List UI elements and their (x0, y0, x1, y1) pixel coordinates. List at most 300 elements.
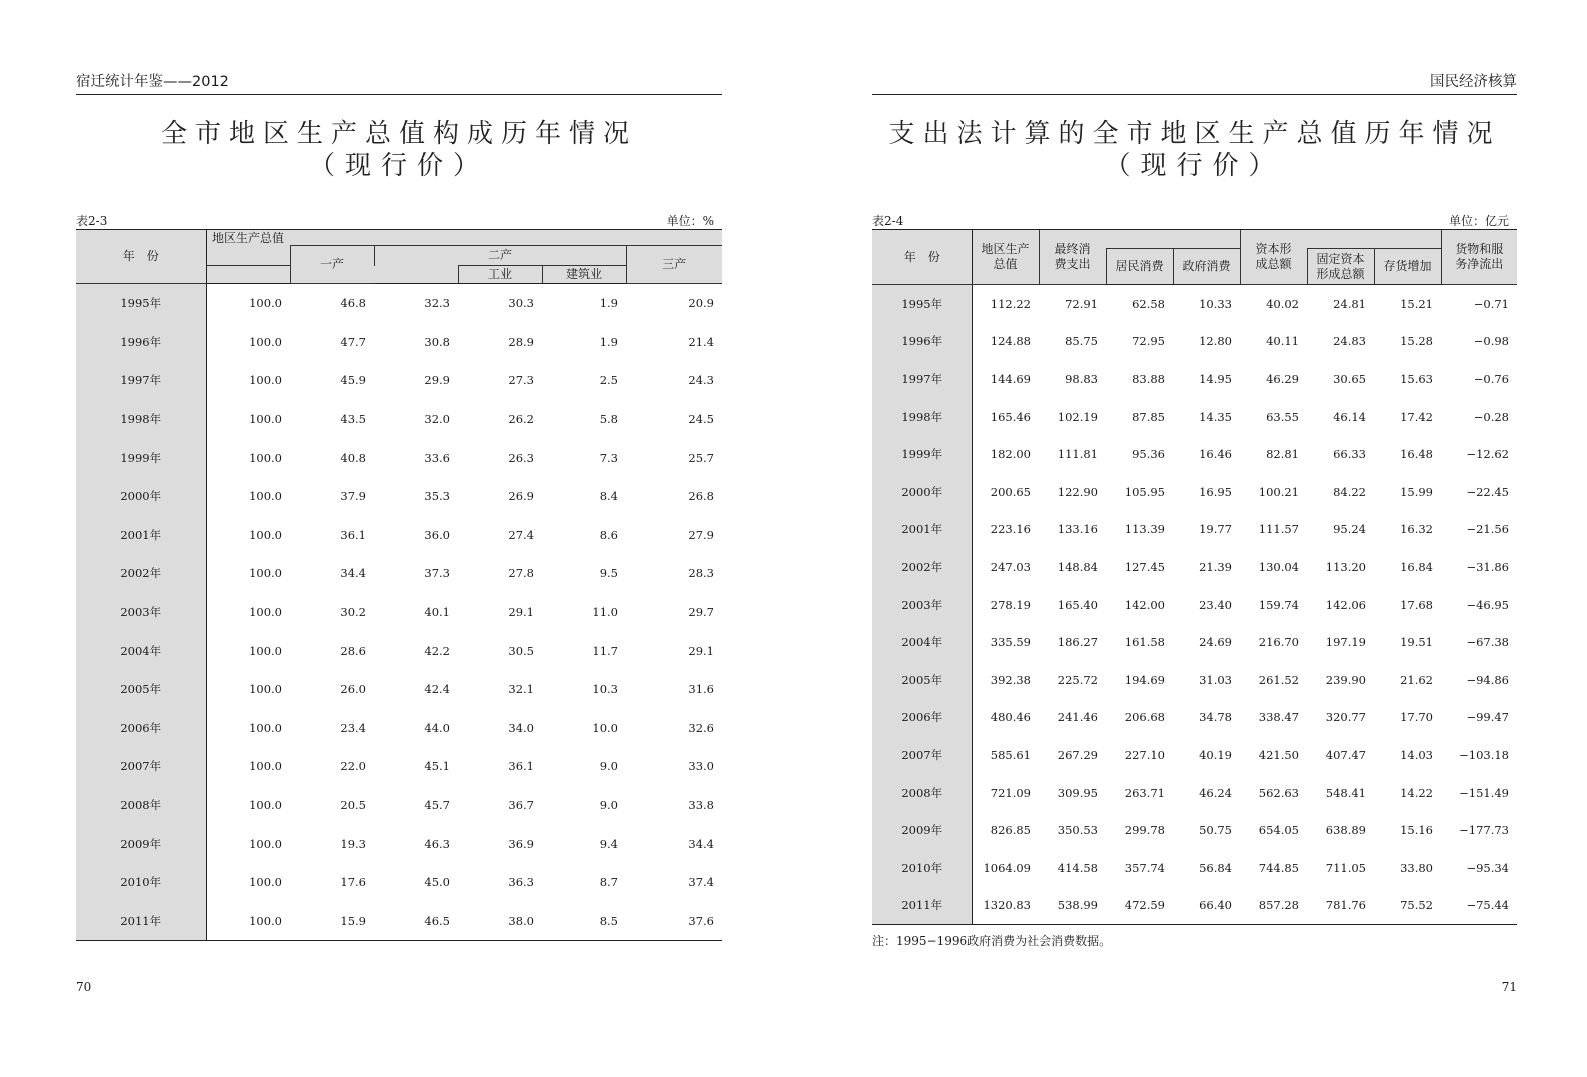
value-cell: 100.0 (249, 836, 282, 851)
value-cell: 47.7 (340, 334, 366, 349)
table-row (872, 511, 1517, 549)
value-cell: 17.68 (1400, 597, 1433, 612)
table-row (872, 699, 1517, 737)
table-row (872, 623, 1517, 661)
table-unit: 单位：% (666, 214, 714, 228)
value-cell: 102.19 (1057, 409, 1098, 424)
header-inventory: 存货增加 (1374, 249, 1441, 285)
page-title (872, 118, 1517, 182)
year-cell: 2000年 (872, 473, 972, 511)
year-cell: 1997年 (872, 360, 972, 398)
value-cell: −177.73 (1459, 823, 1509, 838)
value-cell: 50.75 (1199, 823, 1232, 838)
gdp-expenditure-table (872, 229, 1517, 925)
table-row (76, 670, 722, 709)
table-row (76, 477, 722, 516)
value-cell: 33.80 (1400, 860, 1433, 875)
value-cell: 15.16 (1400, 823, 1433, 838)
value-cell: 32.6 (688, 720, 714, 735)
value-cell: 11.7 (592, 643, 618, 658)
value-cell: 5.8 (599, 412, 618, 427)
value-cell: −94.86 (1466, 672, 1509, 687)
value-cell: 95.36 (1132, 447, 1165, 462)
value-cell: 14.95 (1199, 371, 1232, 386)
value-cell: 22.0 (340, 759, 366, 774)
value-cell: 100.0 (249, 566, 282, 581)
value-cell: 66.33 (1333, 447, 1366, 462)
year-cell: 2000年 (76, 477, 206, 516)
value-cell: 148.84 (1057, 559, 1098, 574)
value-cell: 261.52 (1258, 672, 1299, 687)
value-cell: 31.03 (1199, 672, 1232, 687)
value-cell: 472.59 (1106, 887, 1173, 925)
value-cell: 62.58 (1132, 296, 1165, 311)
value-cell: −0.71 (1473, 296, 1509, 311)
value-cell: 29.1 (508, 605, 534, 620)
value-cell: 32.3 (424, 296, 450, 311)
value-cell: 100.0 (249, 759, 282, 774)
value-cell: 654.05 (1258, 823, 1299, 838)
header-spacer (290, 230, 722, 246)
table-row (76, 863, 722, 902)
value-cell: 335.59 (990, 635, 1031, 650)
page-number: 71 (1501, 980, 1517, 994)
value-cell: 36.1 (508, 759, 534, 774)
value-cell: 24.69 (1199, 635, 1232, 650)
value-cell: 17.42 (1400, 409, 1433, 424)
table-row (872, 811, 1517, 849)
value-cell: 36.7 (508, 798, 534, 813)
table-row (872, 435, 1517, 473)
header-secondary: 二产 (374, 246, 626, 266)
value-cell: 267.29 (1057, 747, 1098, 762)
value-cell: 36.1 (340, 527, 366, 542)
value-cell: 37.4 (688, 875, 714, 890)
value-cell: 9.0 (599, 798, 618, 813)
value-cell: −12.62 (1466, 447, 1509, 462)
table-row (872, 323, 1517, 361)
value-cell: 338.47 (1258, 710, 1299, 725)
value-cell: 194.69 (1124, 672, 1165, 687)
value-cell: 24.5 (688, 412, 714, 427)
year-cell: 1995年 (872, 285, 972, 323)
value-cell: −0.98 (1473, 334, 1509, 349)
value-cell: 100.0 (206, 902, 290, 941)
table-number: 表2-4 (872, 214, 904, 228)
year-cell: 2001年 (76, 516, 206, 555)
value-cell: −75.44 (1441, 887, 1517, 925)
value-cell: 23.4 (340, 720, 366, 735)
value-cell: 42.4 (424, 682, 450, 697)
table-row (872, 360, 1517, 398)
value-cell: 112.22 (990, 296, 1031, 311)
table-row (872, 398, 1517, 436)
value-cell: 186.27 (1057, 635, 1098, 650)
running-head (76, 70, 722, 95)
year-cell: 2005年 (76, 670, 206, 709)
value-cell: −67.38 (1466, 635, 1509, 650)
value-cell: 721.09 (990, 785, 1031, 800)
value-cell: 30.3 (508, 296, 534, 311)
table-row (76, 516, 722, 555)
value-cell: 45.0 (424, 875, 450, 890)
value-cell: 30.5 (508, 643, 534, 658)
gdp-composition-table (76, 229, 722, 941)
value-cell: −0.28 (1473, 409, 1509, 424)
year-cell: 2011年 (76, 902, 206, 941)
table-row (76, 554, 722, 593)
value-cell: 15.63 (1400, 371, 1433, 386)
value-cell: 35.3 (424, 489, 450, 504)
value-cell: 63.55 (1266, 409, 1299, 424)
table-meta (872, 212, 1517, 228)
value-cell: 26.0 (340, 682, 366, 697)
value-cell: 9.5 (599, 566, 618, 581)
value-cell: 33.0 (688, 759, 714, 774)
running-head (872, 70, 1517, 95)
value-cell: 82.81 (1266, 447, 1299, 462)
value-cell: 105.95 (1124, 484, 1165, 499)
value-cell: 46.29 (1266, 371, 1299, 386)
value-cell: 17.70 (1400, 710, 1433, 725)
value-cell: 638.89 (1325, 823, 1366, 838)
value-cell: 33.6 (424, 450, 450, 465)
value-cell: 28.3 (688, 566, 714, 581)
value-cell: 113.39 (1124, 522, 1165, 537)
table-row (872, 473, 1517, 511)
value-cell: 278.19 (990, 597, 1031, 612)
year-cell: 2010年 (872, 849, 972, 887)
header-gdp-cont (206, 266, 290, 284)
header-net-exports: 货物和服务净流出 (1441, 230, 1517, 285)
value-cell: 30.8 (424, 334, 450, 349)
value-cell: 75.52 (1374, 887, 1441, 925)
value-cell: 37.6 (626, 902, 722, 941)
table-row (76, 786, 722, 825)
value-cell: 299.78 (1124, 823, 1165, 838)
header-secondary-cont (374, 266, 458, 284)
left-page (76, 0, 722, 1077)
value-cell: 10.3 (592, 682, 618, 697)
value-cell: 40.8 (340, 450, 366, 465)
value-cell: 16.95 (1199, 484, 1232, 499)
value-cell: 84.22 (1333, 484, 1366, 499)
value-cell: 14.03 (1400, 747, 1433, 762)
table-row (872, 586, 1517, 624)
title-line2: （现行价） (308, 151, 489, 181)
value-cell: 100.0 (249, 489, 282, 504)
value-cell: 100.0 (249, 296, 282, 311)
value-cell: −103.18 (1459, 747, 1509, 762)
value-cell: 1064.09 (983, 860, 1031, 875)
value-cell: 122.90 (1057, 484, 1098, 499)
year-cell: 2004年 (76, 631, 206, 670)
value-cell: 40.02 (1266, 296, 1299, 311)
value-cell: 34.4 (688, 836, 714, 851)
value-cell: 165.46 (990, 409, 1031, 424)
value-cell: 407.47 (1325, 747, 1366, 762)
year-cell: 1996年 (872, 323, 972, 361)
table-row (76, 631, 722, 670)
value-cell: 100.0 (249, 605, 282, 620)
value-cell: 144.69 (990, 371, 1031, 386)
value-cell: 33.8 (688, 798, 714, 813)
value-cell: 31.6 (688, 682, 714, 697)
value-cell: 16.84 (1400, 559, 1433, 574)
value-cell: 46.24 (1199, 785, 1232, 800)
value-cell: 538.99 (1039, 887, 1106, 925)
value-cell: 1.9 (599, 334, 618, 349)
title-line2: （现行价） (1104, 151, 1285, 181)
header-fixed-capital: 固定资本形成总额 (1307, 249, 1374, 285)
value-cell: 239.90 (1325, 672, 1366, 687)
value-cell: 32.0 (424, 412, 450, 427)
value-cell: 24.81 (1333, 296, 1366, 311)
value-cell: 227.10 (1124, 747, 1165, 762)
header-government: 政府消费 (1173, 249, 1240, 285)
value-cell: 37.3 (424, 566, 450, 581)
page-number: 70 (76, 980, 92, 994)
value-cell: 27.4 (508, 527, 534, 542)
year-cell: 2011年 (872, 887, 972, 925)
value-cell: 392.38 (990, 672, 1031, 687)
value-cell: 42.2 (424, 643, 450, 658)
year-cell: 1997年 (76, 361, 206, 400)
value-cell: 45.7 (424, 798, 450, 813)
value-cell: 38.0 (458, 902, 542, 941)
value-cell: 72.91 (1065, 296, 1098, 311)
value-cell: 206.68 (1124, 710, 1165, 725)
value-cell: 16.48 (1400, 447, 1433, 462)
value-cell: 32.1 (508, 682, 534, 697)
value-cell: 241.46 (1057, 710, 1098, 725)
year-cell: 2002年 (872, 548, 972, 586)
value-cell: 744.85 (1258, 860, 1299, 875)
value-cell: 29.1 (688, 643, 714, 658)
table-row (872, 887, 1517, 925)
year-cell: 2008年 (76, 786, 206, 825)
title-line1: 支出法计算的全市地区生产总值历年情况 (888, 119, 1501, 149)
table-row (76, 824, 722, 863)
year-cell: 2010年 (76, 863, 206, 902)
value-cell: 23.40 (1199, 597, 1232, 612)
value-cell: 46.3 (424, 836, 450, 851)
value-cell: 16.32 (1400, 522, 1433, 537)
table-row (76, 709, 722, 748)
value-cell: 161.58 (1124, 635, 1165, 650)
value-cell: 159.74 (1258, 597, 1299, 612)
value-cell: 100.0 (249, 720, 282, 735)
right-page (872, 0, 1517, 1077)
value-cell: 1.9 (599, 296, 618, 311)
value-cell: 15.21 (1400, 296, 1433, 311)
value-cell: 34.0 (508, 720, 534, 735)
value-cell: 30.2 (340, 605, 366, 620)
value-cell: 100.0 (249, 875, 282, 890)
running-head-text: 宿迁统计年鉴——2012 (76, 74, 229, 90)
value-cell: 21.4 (688, 334, 714, 349)
value-cell: 20.9 (688, 296, 714, 311)
year-cell: 1998年 (76, 400, 206, 439)
value-cell: 562.63 (1258, 785, 1299, 800)
value-cell: 30.65 (1333, 371, 1366, 386)
year-cell: 2006年 (872, 699, 972, 737)
year-cell: 2003年 (872, 586, 972, 624)
value-cell: 45.1 (424, 759, 450, 774)
table-row (76, 747, 722, 786)
value-cell: 19.51 (1400, 635, 1433, 650)
value-cell: 72.95 (1132, 334, 1165, 349)
value-cell: 19.77 (1199, 522, 1232, 537)
value-cell: 27.9 (688, 527, 714, 542)
year-cell: 1999年 (76, 438, 206, 477)
title-line1: 全市地区生产总值构成历年情况 (160, 119, 637, 149)
value-cell: 24.3 (688, 373, 714, 388)
value-cell: 113.20 (1325, 559, 1366, 574)
header-gdp: 地区生产总值 (972, 230, 1039, 285)
value-cell: 127.45 (1124, 559, 1165, 574)
value-cell: 21.62 (1400, 672, 1433, 687)
value-cell: 98.83 (1065, 371, 1098, 386)
value-cell: 15.9 (290, 902, 374, 941)
value-cell: 124.88 (990, 334, 1031, 349)
value-cell: 826.85 (990, 823, 1031, 838)
value-cell: 29.7 (688, 605, 714, 620)
value-cell: 8.7 (599, 875, 618, 890)
value-cell: 46.14 (1333, 409, 1366, 424)
value-cell: 480.46 (990, 710, 1031, 725)
value-cell: 100.0 (249, 682, 282, 697)
year-cell: 2002年 (76, 554, 206, 593)
header-construction: 建筑业 (542, 266, 626, 284)
value-cell: 1320.83 (972, 887, 1039, 925)
year-cell: 2008年 (872, 774, 972, 812)
value-cell: 8.4 (599, 489, 618, 504)
value-cell: 711.05 (1325, 860, 1366, 875)
value-cell: 95.24 (1333, 522, 1366, 537)
year-cell: 1996年 (76, 323, 206, 362)
value-cell: 100.0 (249, 450, 282, 465)
value-cell: 87.85 (1132, 409, 1165, 424)
header-industry: 工业 (458, 266, 542, 284)
value-cell: 37.9 (340, 489, 366, 504)
value-cell: 225.72 (1057, 672, 1098, 687)
value-cell: 85.75 (1065, 334, 1098, 349)
table-unit: 单位：亿元 (1448, 214, 1509, 228)
value-cell: 414.58 (1057, 860, 1098, 875)
table-row (76, 400, 722, 439)
table-row (872, 736, 1517, 774)
value-cell: 142.06 (1325, 597, 1366, 612)
value-cell: −151.49 (1459, 785, 1509, 800)
value-cell: 26.2 (508, 412, 534, 427)
value-cell: 350.53 (1057, 823, 1098, 838)
value-cell: 142.00 (1124, 597, 1165, 612)
year-cell: 2003年 (76, 593, 206, 632)
value-cell: 421.50 (1258, 747, 1299, 762)
value-cell: 36.3 (508, 875, 534, 890)
value-cell: 100.21 (1258, 484, 1299, 499)
value-cell: 20.5 (340, 798, 366, 813)
header-year: 年 份 (76, 230, 206, 284)
value-cell: −99.47 (1466, 710, 1509, 725)
value-cell: 130.04 (1258, 559, 1299, 574)
header-capital-formation: 资本形成总额 (1240, 230, 1307, 285)
value-cell: 46.8 (340, 296, 366, 311)
value-cell: −46.95 (1466, 597, 1509, 612)
value-cell: 27.8 (508, 566, 534, 581)
value-cell: 83.88 (1132, 371, 1165, 386)
table-row (76, 361, 722, 400)
table-meta (76, 212, 722, 228)
header-primary: 一产 (290, 246, 374, 284)
value-cell: 223.16 (990, 522, 1031, 537)
value-cell: 19.3 (340, 836, 366, 851)
value-cell: 247.03 (990, 559, 1031, 574)
value-cell: 12.80 (1199, 334, 1232, 349)
value-cell: 11.0 (592, 605, 618, 620)
value-cell: 28.6 (340, 643, 366, 658)
value-cell: −22.45 (1466, 484, 1509, 499)
value-cell: 34.78 (1199, 710, 1232, 725)
header-gdp: 地区生产总值 (206, 230, 290, 266)
value-cell: 26.3 (508, 450, 534, 465)
page-title (76, 118, 722, 182)
header-consumption-spacer (1106, 230, 1240, 249)
running-head-text: 国民经济核算 (1430, 74, 1517, 90)
value-cell: 133.16 (1057, 522, 1098, 537)
header-year: 年 份 (872, 230, 972, 285)
value-cell: 100.0 (249, 412, 282, 427)
header-capital-spacer (1307, 230, 1441, 249)
value-cell: 548.41 (1325, 785, 1366, 800)
value-cell: −0.76 (1473, 371, 1509, 386)
year-cell: 2007年 (76, 747, 206, 786)
value-cell: 9.4 (599, 836, 618, 851)
year-cell: 2009年 (76, 824, 206, 863)
table-row (872, 849, 1517, 887)
value-cell: 36.0 (424, 527, 450, 542)
value-cell: 28.9 (508, 334, 534, 349)
value-cell: 27.3 (508, 373, 534, 388)
value-cell: 25.7 (688, 450, 714, 465)
header-household: 居民消费 (1106, 249, 1173, 285)
table-row (76, 438, 722, 477)
year-cell: 2009年 (872, 811, 972, 849)
table-row (76, 593, 722, 632)
table-row (872, 548, 1517, 586)
value-cell: 66.40 (1173, 887, 1240, 925)
value-cell: −21.56 (1466, 522, 1509, 537)
value-cell: 2.5 (599, 373, 618, 388)
year-cell: 2006年 (76, 709, 206, 748)
value-cell: 100.0 (249, 373, 282, 388)
value-cell: 309.95 (1057, 785, 1098, 800)
value-cell: 14.35 (1199, 409, 1232, 424)
header-final-consumption: 最终消费支出 (1039, 230, 1106, 285)
value-cell: 263.71 (1124, 785, 1165, 800)
value-cell: 26.8 (688, 489, 714, 504)
table-row (76, 323, 722, 362)
value-cell: 100.0 (249, 798, 282, 813)
value-cell: −31.86 (1466, 559, 1509, 574)
value-cell: 40.11 (1266, 334, 1299, 349)
value-cell: 100.0 (249, 334, 282, 349)
value-cell: 26.9 (508, 489, 534, 504)
value-cell: 357.74 (1124, 860, 1165, 875)
value-cell: 8.6 (599, 527, 618, 542)
value-cell: 111.81 (1057, 447, 1098, 462)
